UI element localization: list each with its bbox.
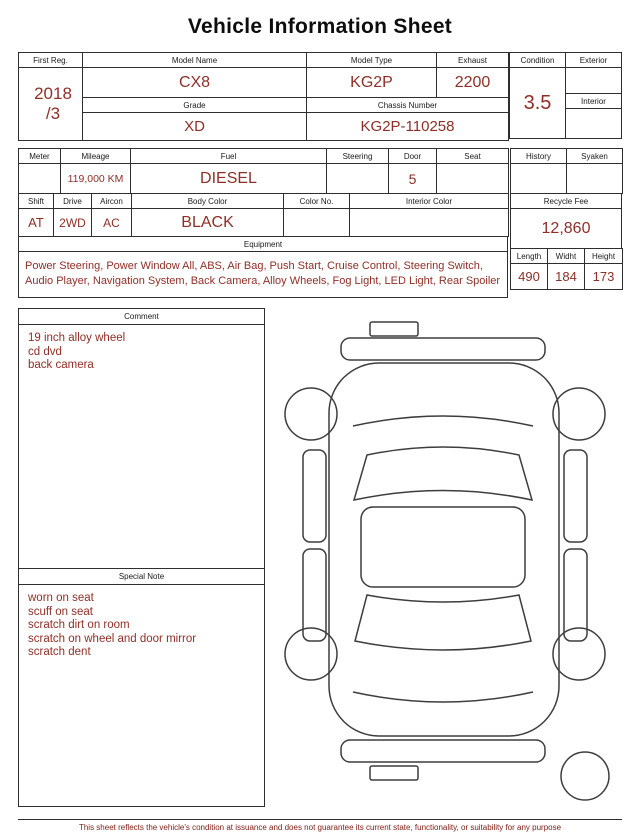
seat-value — [437, 164, 509, 194]
grade-value: XD — [83, 113, 307, 141]
comment-box — [18, 308, 265, 807]
front-right-wheel-shape — [553, 388, 605, 440]
recycle-fee-value: 12,860 — [511, 209, 622, 249]
steering-label: Steering — [327, 149, 389, 164]
rear-right-wheel-shape — [553, 628, 605, 680]
left-front-door-shape — [303, 450, 326, 542]
comment-text — [19, 325, 264, 568]
right-front-door-shape — [564, 450, 587, 542]
first-reg-year: 2018 — [34, 84, 72, 103]
exhaust-label: Exhaust — [437, 53, 509, 68]
exterior-value — [566, 68, 622, 94]
model-name-value: CX8 — [83, 68, 307, 98]
rear-window-shape — [355, 595, 531, 650]
aircon-label: Aircon — [92, 194, 132, 209]
dimensions-table — [510, 248, 623, 290]
special-note-line: scratch dirt on room — [28, 619, 130, 631]
left-rear-door-shape — [303, 549, 326, 641]
mileage-label: Mileage — [61, 149, 131, 164]
grade-label: Grade — [83, 98, 307, 113]
special-note-line: scratch dent — [28, 646, 91, 658]
interior-color-label: Interior Color — [350, 194, 509, 209]
first-reg-label: First Reg. — [19, 53, 83, 68]
syaken-value — [567, 164, 623, 194]
drive-label: Drive — [54, 194, 92, 209]
exterior-label: Exterior — [566, 53, 622, 68]
color-no-label: Color No. — [284, 194, 350, 209]
body-color-label: Body Color — [132, 194, 284, 209]
color-no-value — [284, 209, 350, 237]
model-type-label: Model Type — [307, 53, 437, 68]
door-value: 5 — [389, 164, 437, 194]
history-table — [510, 148, 623, 194]
special-note-line: scuff on seat — [28, 605, 93, 618]
shift-value: AT — [19, 209, 54, 237]
footer-disclaimer — [18, 819, 622, 832]
meter-label: Meter — [19, 149, 61, 164]
comment-line: back camera — [28, 359, 94, 371]
model-type-value: KG2P — [307, 68, 437, 98]
condition-label: Condition — [510, 53, 566, 68]
registration-table — [18, 52, 509, 141]
registration-band — [0, 52, 640, 141]
interior-value — [566, 109, 622, 139]
equipment-label: Equipment — [19, 237, 508, 252]
specs-panel — [18, 148, 508, 298]
drive-value: 2WD — [54, 209, 92, 237]
recycle-fee-table — [510, 193, 622, 249]
equipment-list: Power Steering, Power Window All, ABS, Air Bag, Push Start, Cruise Control, Steering Switch, Audio Player, Navigation System, Back Camera, Alloy Wheels, Fog Light, LED Light, Rear Spoiler — [19, 252, 508, 298]
roof-shape — [361, 507, 525, 587]
comment-header: Comment — [19, 309, 264, 325]
special-note-header: Special Note — [19, 568, 264, 585]
special-note-text — [19, 585, 264, 806]
comment-line: cd dvd — [28, 345, 62, 358]
front-bumper-shape — [341, 338, 545, 360]
interior-color-value — [350, 209, 509, 237]
length-value: 490 — [511, 264, 548, 290]
steering-value — [327, 164, 389, 194]
fuel-value: DIESEL — [131, 164, 327, 194]
comment-line: 19 inch alloy wheel — [28, 332, 126, 344]
history-value — [511, 164, 567, 194]
drivetrain-color-table — [18, 193, 509, 237]
door-label: Door — [389, 149, 437, 164]
equipment-table — [18, 236, 508, 298]
footer-text: This sheet reflects the vehicle's condition at issuance and does not guarantee its current state, functionality, or suitability for any purpose — [78, 823, 562, 832]
first-reg-value — [19, 68, 83, 141]
windshield-shape — [354, 447, 532, 500]
condition-score: 3.5 — [510, 68, 566, 139]
width-value: 184 — [548, 264, 585, 290]
rear-bumper-shape — [341, 740, 545, 762]
meter-value — [19, 164, 61, 194]
height-value: 173 — [585, 264, 623, 290]
recycle-fee-label: Recycle Fee — [511, 194, 622, 209]
bottom-section — [0, 308, 640, 807]
page-title: Vehicle Information Sheet — [187, 15, 453, 38]
shift-label: Shift — [19, 194, 54, 209]
mileage-value: 119,000 KM — [61, 164, 131, 194]
first-reg-month: /3 — [45, 104, 61, 123]
mileage-fuel-table — [18, 148, 509, 194]
model-name-label: Model Name — [83, 53, 307, 68]
height-label: Height — [585, 249, 623, 264]
right-rear-door-shape — [564, 549, 587, 641]
exhaust-value: 2200 — [437, 68, 509, 98]
hood-line — [353, 416, 533, 426]
width-label: Widht — [548, 249, 585, 264]
interior-label: Interior — [566, 94, 622, 109]
specs-band — [0, 148, 640, 298]
syaken-label: Syaken — [567, 149, 623, 164]
body-color-value: BLACK — [132, 209, 284, 237]
history-fee-dims-panel — [510, 148, 622, 290]
spare-tire-shape — [561, 752, 609, 800]
rear-plate-shape — [370, 766, 418, 780]
front-plate-shape — [370, 322, 418, 336]
trunk-line — [353, 692, 533, 702]
chassis-number-value: KG2P-110258 — [307, 113, 509, 141]
aircon-value: AC — [92, 209, 132, 237]
condition-table — [509, 52, 622, 139]
special-note-line: worn on seat — [28, 592, 94, 604]
history-label: History — [511, 149, 567, 164]
seat-label: Seat — [437, 149, 509, 164]
length-label: Length — [511, 249, 548, 264]
chassis-number-label: Chassis Number — [307, 98, 509, 113]
car-diagram-area — [269, 308, 622, 807]
car-top-view-diagram — [269, 308, 622, 807]
fuel-label: Fuel — [131, 149, 327, 164]
special-note-line: scratch on wheel and door mirror — [28, 632, 197, 645]
